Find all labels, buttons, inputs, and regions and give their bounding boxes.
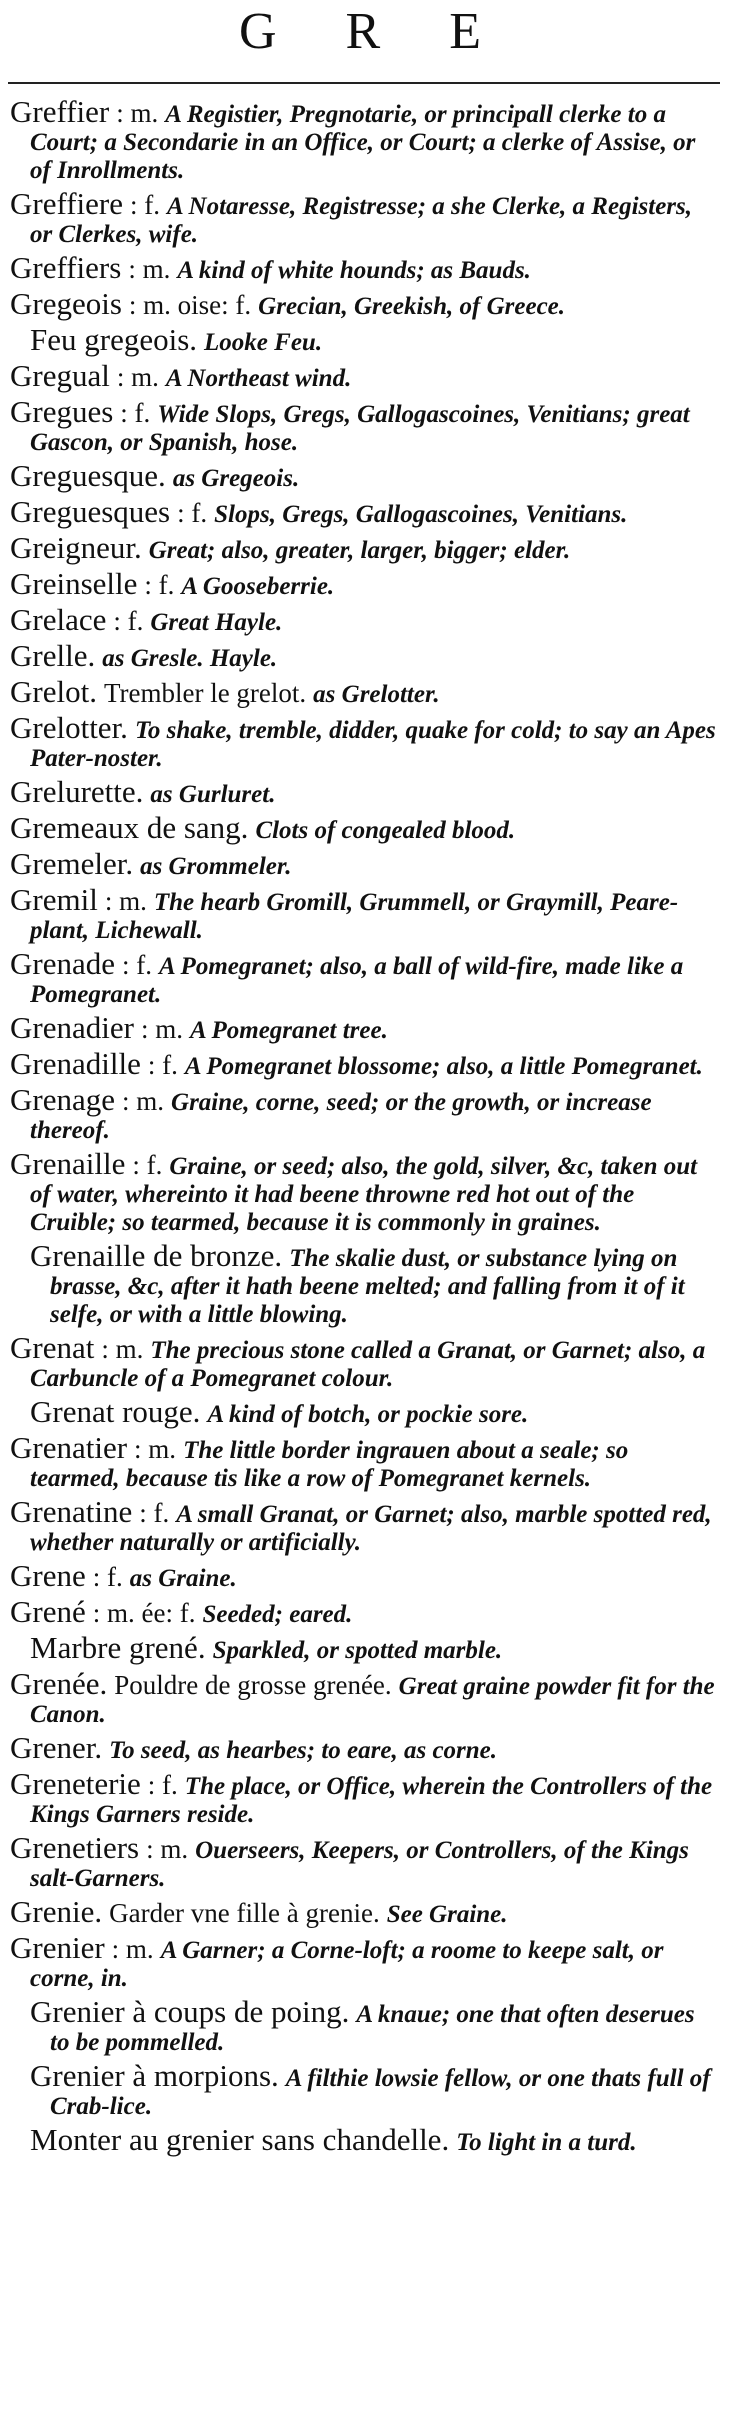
entry-headword: Greguesque.	[10, 458, 166, 493]
entry-definition: Great; also, greater, larger, bigger; elder.	[148, 537, 571, 564]
entry-headword: Gremeler.	[10, 846, 134, 881]
entry-headword: Grenetiers	[10, 1830, 140, 1865]
dictionary-entry	[10, 946, 716, 1008]
entry-grammar: : f.	[92, 1562, 123, 1592]
entry-definition: Ouerseers, Keepers, or Controllers, of the Kings salt-Garners.	[30, 1837, 689, 1892]
entry-headword: Gremeaux de sang.	[10, 810, 249, 845]
entry-definition: Grecian, Greekish, of Greece.	[258, 293, 566, 320]
dictionary-entry	[10, 358, 716, 393]
entry-definition: To light in a turd.	[456, 2129, 637, 2156]
entry-headword: Greinselle	[10, 566, 138, 601]
dictionary-entry	[10, 1930, 716, 1992]
entry-definition: The place, or Office, wherein the Controllers of the Kings Garners reside.	[30, 1773, 713, 1828]
dictionary-entry	[10, 2122, 716, 2157]
entry-headword: Grener.	[10, 1730, 103, 1765]
entry-headword: Grenadier	[10, 1010, 134, 1045]
entry-headword: Gregeois	[10, 286, 122, 321]
dictionary-entry	[10, 186, 716, 248]
dictionary-entry	[10, 638, 716, 673]
entry-definition: A Pomegranet blossome; also, a little Pomegranet.	[184, 1053, 703, 1080]
entry-grammar: : m.	[116, 98, 159, 128]
entry-grammar: : f.	[177, 498, 208, 528]
entry-headword: Greigneur.	[10, 530, 142, 565]
entry-definition: as Gurluret.	[150, 781, 276, 808]
entry-definition: A kind of botch, or pockie sore.	[207, 1401, 529, 1428]
entry-headword: Gremil	[10, 882, 98, 917]
entry-list	[10, 94, 716, 2162]
entry-headword: Grelle.	[10, 638, 96, 673]
entry-definition: See Graine.	[386, 1901, 508, 1928]
entry-grammar: Pouldre de grosse grenée.	[114, 1670, 392, 1700]
entry-definition: A Registier, Pregnotarie, or principall clerke to a Court; a Secondarie in an Office, or Court; a clerke of Assise, or of Inrollments.	[30, 101, 696, 184]
entry-definition: The skalie dust, or substance lying on brasse, &c, after it hath beene melted; and falling from it of it selfe, or with a little blowing.	[50, 1245, 685, 1328]
header-rule	[8, 82, 720, 84]
dictionary-entry	[10, 394, 716, 456]
dictionary-entry	[10, 1082, 716, 1144]
entry-grammar: : m.	[104, 886, 147, 916]
dictionary-entry	[10, 458, 716, 493]
entry-grammar: : m.	[128, 254, 171, 284]
dictionary-entry	[10, 1630, 716, 1665]
entry-grammar: : m. ée: f.	[92, 1598, 196, 1628]
entry-definition: as Gresle. Hayle.	[102, 645, 278, 672]
entry-grammar: : f.	[120, 398, 151, 428]
entry-headword: Gregual	[10, 358, 110, 393]
dictionary-entry	[10, 530, 716, 565]
entry-definition: A kind of white hounds; as Bauds.	[177, 257, 531, 284]
entry-headword: Grenie.	[10, 1894, 103, 1929]
entry-definition: Great Hayle.	[150, 609, 283, 636]
entry-headword: Grenatine	[10, 1494, 133, 1529]
entry-headword: Grenaille de bronze.	[30, 1238, 283, 1273]
dictionary-entry	[10, 1430, 716, 1492]
dictionary-entry	[10, 1046, 716, 1081]
dictionary-entry	[10, 1394, 716, 1429]
entry-definition: Graine, or seed; also, the gold, silver, &c, taken out of water, whereinto it had beene throwne red hot out of the Cruible; so tearmed, because it is commonly in graines.	[30, 1153, 698, 1236]
entry-headword: Grenatier	[10, 1430, 128, 1465]
dictionary-entry	[10, 1666, 716, 1728]
entry-grammar: : m.	[122, 1086, 165, 1116]
entry-definition: The precious stone called a Granat, or Garnet; also, a Carbuncle of a Pomegranet colour.	[30, 1337, 706, 1392]
entry-headword: Grenée.	[10, 1666, 108, 1701]
entry-headword: Marbre grené.	[30, 1630, 206, 1665]
dictionary-entry	[10, 846, 716, 881]
entry-headword: Grenat rouge.	[30, 1394, 201, 1429]
dictionary-entry	[10, 1010, 716, 1045]
entry-headword: Grenaille	[10, 1146, 126, 1181]
dictionary-entry	[10, 1238, 716, 1328]
entry-headword: Grené	[10, 1594, 86, 1629]
entry-headword: Grenier à morpions.	[30, 2058, 279, 2093]
running-head: G R E	[239, 3, 509, 60]
dictionary-entry	[10, 1766, 716, 1828]
dictionary-entry	[10, 674, 716, 709]
entry-headword: Feu gregeois.	[30, 322, 198, 357]
entry-headword: Grenier	[10, 1930, 105, 1965]
entry-definition: The little border ingrauen about a seale; so tearmed, because tis like a row of Pomegranet kernels.	[30, 1437, 629, 1492]
entry-headword: Monter au grenier sans chandelle.	[30, 2122, 450, 2157]
dictionary-entry	[10, 810, 716, 845]
entry-definition: as Grommeler.	[140, 853, 292, 880]
dictionary-entry	[10, 1730, 716, 1765]
dictionary-entry	[10, 250, 716, 285]
entry-headword: Grelot.	[10, 674, 97, 709]
entry-grammar: : f.	[130, 190, 161, 220]
entry-grammar: : m.	[146, 1834, 189, 1864]
dictionary-entry	[10, 94, 716, 184]
entry-headword: Grenier à coups de poing.	[30, 1994, 350, 2029]
dictionary-entry	[10, 566, 716, 601]
dictionary-entry	[10, 1494, 716, 1556]
entry-definition: Sparkled, or spotted marble.	[212, 1637, 503, 1664]
dictionary-entry	[10, 1558, 716, 1593]
entry-headword: Grenage	[10, 1082, 115, 1117]
dictionary-entry	[10, 1330, 716, 1392]
entry-grammar: Trembler le grelot.	[103, 678, 307, 708]
dictionary-entry	[10, 2058, 716, 2120]
entry-grammar: Garder vne fille à grenie.	[109, 1898, 380, 1928]
dictionary-entry	[10, 1146, 716, 1236]
entry-headword: Grelotter.	[10, 710, 128, 745]
entry-definition: A filthie lowsie fellow, or one thats full of Crab-lice.	[50, 2065, 711, 2120]
entry-headword: Greffiere	[10, 186, 124, 221]
entry-definition: Great graine powder fit for the Canon.	[30, 1673, 715, 1728]
entry-headword: Greguesques	[10, 494, 171, 529]
entry-definition: A Pomegranet; also, a ball of wild-fire, made like a Pomegranet.	[30, 953, 684, 1008]
entry-headword: Grene	[10, 1558, 86, 1593]
entry-definition: as Gregeois.	[172, 465, 300, 492]
entry-definition: Clots of congealed blood.	[255, 817, 516, 844]
dictionary-entry	[10, 1994, 716, 2056]
entry-definition: as Graine.	[129, 1565, 237, 1592]
entry-grammar: : f.	[144, 570, 175, 600]
entry-headword: Greffier	[10, 94, 110, 129]
entry-grammar: : m.	[140, 1014, 183, 1044]
dictionary-entry	[10, 322, 716, 357]
entry-definition: Slops, Gregs, Gallogascoines, Venitians.	[214, 501, 628, 528]
dictionary-entry	[10, 1830, 716, 1892]
entry-definition: Graine, corne, seed; or the growth, or increase thereof.	[30, 1089, 652, 1144]
entry-grammar: : f.	[122, 950, 152, 980]
entry-grammar: : m.	[111, 1934, 154, 1964]
entry-definition: as Grelotter.	[313, 681, 440, 708]
dictionary-entry	[10, 882, 716, 944]
dictionary-entry	[10, 602, 716, 637]
entry-definition: To shake, tremble, didder, quake for cold; to say an Apes Pater-noster.	[30, 717, 716, 772]
entry-headword: Grelace	[10, 602, 107, 637]
entry-grammar: : m. oise: f.	[128, 290, 252, 320]
dictionary-entry	[10, 494, 716, 529]
entry-definition: A Notaresse, Registresse; a she Clerke, a Registers, or Clerkes, wife.	[30, 193, 693, 248]
entry-grammar: : m.	[116, 362, 159, 392]
entry-headword: Grenadille	[10, 1046, 141, 1081]
entry-definition: Seeded; eared.	[202, 1601, 353, 1628]
entry-headword: Grelurette.	[10, 774, 144, 809]
entry-definition: A Northeast wind.	[165, 365, 352, 392]
entry-headword: Grenade	[10, 946, 115, 981]
entry-grammar: : m.	[134, 1434, 177, 1464]
dictionary-entry	[10, 1894, 716, 1929]
entry-definition: The hearb Gromill, Grummell, or Graymill, Peare-plant, Lichewall.	[30, 889, 679, 944]
entry-grammar: : f.	[139, 1498, 170, 1528]
entry-grammar: : f.	[147, 1050, 178, 1080]
entry-definition: A Gooseberrie.	[181, 573, 335, 600]
entry-headword: Gregues	[10, 394, 114, 429]
dictionary-entry	[10, 774, 716, 809]
entry-grammar: : f.	[132, 1150, 163, 1180]
entry-definition: Wide Slops, Gregs, Gallogascoines, Venitians; great Gascon, or Spanish, hose.	[30, 401, 690, 456]
entry-headword: Grenat	[10, 1330, 95, 1365]
entry-grammar: : f.	[113, 606, 144, 636]
dictionary-entry	[10, 710, 716, 772]
entry-headword: Greneterie	[10, 1766, 141, 1801]
entry-definition: A Pomegranet tree.	[189, 1017, 388, 1044]
entry-definition: A small Granat, or Garnet; also, marble spotted red, whether naturally or artificially.	[30, 1501, 712, 1556]
entry-definition: A knaue; one that often deserues to be pommelled.	[50, 2001, 695, 2056]
entry-grammar: : f.	[147, 1770, 178, 1800]
dictionary-entry	[10, 1594, 716, 1629]
dictionary-entry	[10, 286, 716, 321]
entry-headword: Greffiers	[10, 250, 122, 285]
entry-definition: Looke Feu.	[204, 329, 323, 356]
entry-definition: A Garner; a Corne-loft; a roome to keepe salt, or corne, in.	[30, 1937, 664, 1992]
entry-definition: To seed, as hearbes; to eare, as corne.	[109, 1737, 498, 1764]
entry-grammar: : m.	[101, 1334, 144, 1364]
